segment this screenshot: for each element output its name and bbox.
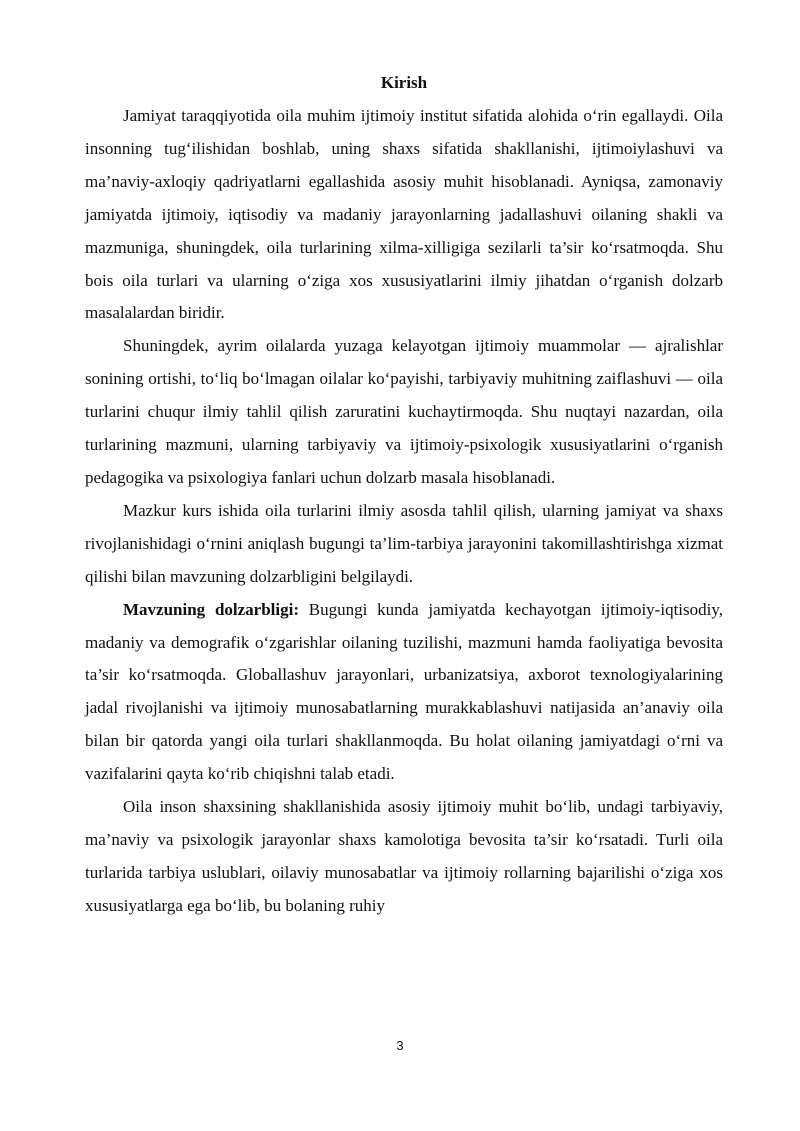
paragraph-2 xyxy=(85,330,723,495)
paragraph-1-text: Jamiyat taraqqiyotida oila muhim ijtimoiy institut sifatida alohida o‘rin egallaydi. Oila insonning tug‘ilishidan boshlab, uning shaxs sifatida shakllanishi, ijtimoiylashuvi va ma’naviy-axloqiy qadriyatlarni egallashida asosiy muhit hisoblanadi. Ayniqsa, zamonaviy jamiyatda ijtimoiy, iqtisodiy va madaniy jarayonlarning jadallashuvi oilaning shakli va mazmuniga, shuningdek, oila turlarining xilma-xilligiga sezilarli ta’sir ko‘rsatmoqda. Shu bois oila turlari va ularning o‘ziga xos xususiyatlarini ilmiy jihatdan o‘rganish dolzarb masalalardan biridir. xyxy=(85,106,723,323)
section-title: Kirish xyxy=(380,73,428,92)
paragraph-3 xyxy=(85,495,723,594)
paragraph-3-text: Mazkur kurs ishida oila turlarini ilmiy asosda tahlil qilish, ularning jamiyat va shaxs rivojlanishidagi o‘rnini aniqlash bugungi ta’lim-tarbiya jarayonini takomillashtirishga xizmat qilishi bilan mavzuning dolzarbligini belgilaydi. xyxy=(85,500,723,586)
paragraph-2-text: Shuningdek, ayrim oilalarda yuzaga kelayotgan ijtimoiy muammolar — ajralishlar sonining ortishi, to‘liq bo‘lmagan oilalar ko‘payishi, tarbiyaviy muhitning zaiflashuvi — oila turlarini chuqur ilmiy tahlil qilish zaruratini kuchaytirmoqda. Shu nuqtayi nazardan, oila turlarining mazmuni, ularning tarbiyaviy va ijtimoiy-psixologik xususiyatlarini o‘rganish pedagogika va psixologiya fanlari uchun dolzarb masala hisoblanadi. xyxy=(85,336,723,487)
document-page xyxy=(85,72,723,923)
paragraph-1 xyxy=(85,100,723,330)
paragraph-4 xyxy=(85,594,723,791)
paragraph-5-text: Oila inson shaxsining shakllanishida asosiy ijtimoiy muhit bo‘lib, undagi tarbiyaviy, ma’naviy va psixologik jarayonlar shaxs kamolotiga bevosita ta’sir ko‘rsatadi. Turli oila turlarida tarbiya uslublari, oilaviy munosabatlar va ijtimoiy rollarning bajarilishi o‘ziga xos xususiyatlarga ega bo‘lib, bu bolaning ruhiy xyxy=(85,797,723,915)
page-number: 3 xyxy=(396,1038,404,1053)
paragraph-5 xyxy=(85,791,723,923)
paragraph-4-lead: Mavzuning dolzarbligi: xyxy=(123,599,299,619)
paragraph-4-text: Bugungi kunda jamiyatda kechayotgan ijtimoiy-iqtisodiy, madaniy va demografik o‘zgarishlar oilaning tuzilishi, mazmuni hamda faoliyatiga bevosita ta’sir ko‘rsatmoqda. Globallashuv jarayonlari, urbanizatsiya, axborot texnologiyalarining jadal rivojlanishi va ijtimoiy munosabatlarning murakkablashuvi natijasida an’anaviy oila bilan bir qatorda yangi oila turlari shakllanmoqda. Bu holat oilaning jamiyatdagi o‘rni va vazifalarini qayta ko‘rib chiqishni talab etadi. xyxy=(85,599,723,784)
